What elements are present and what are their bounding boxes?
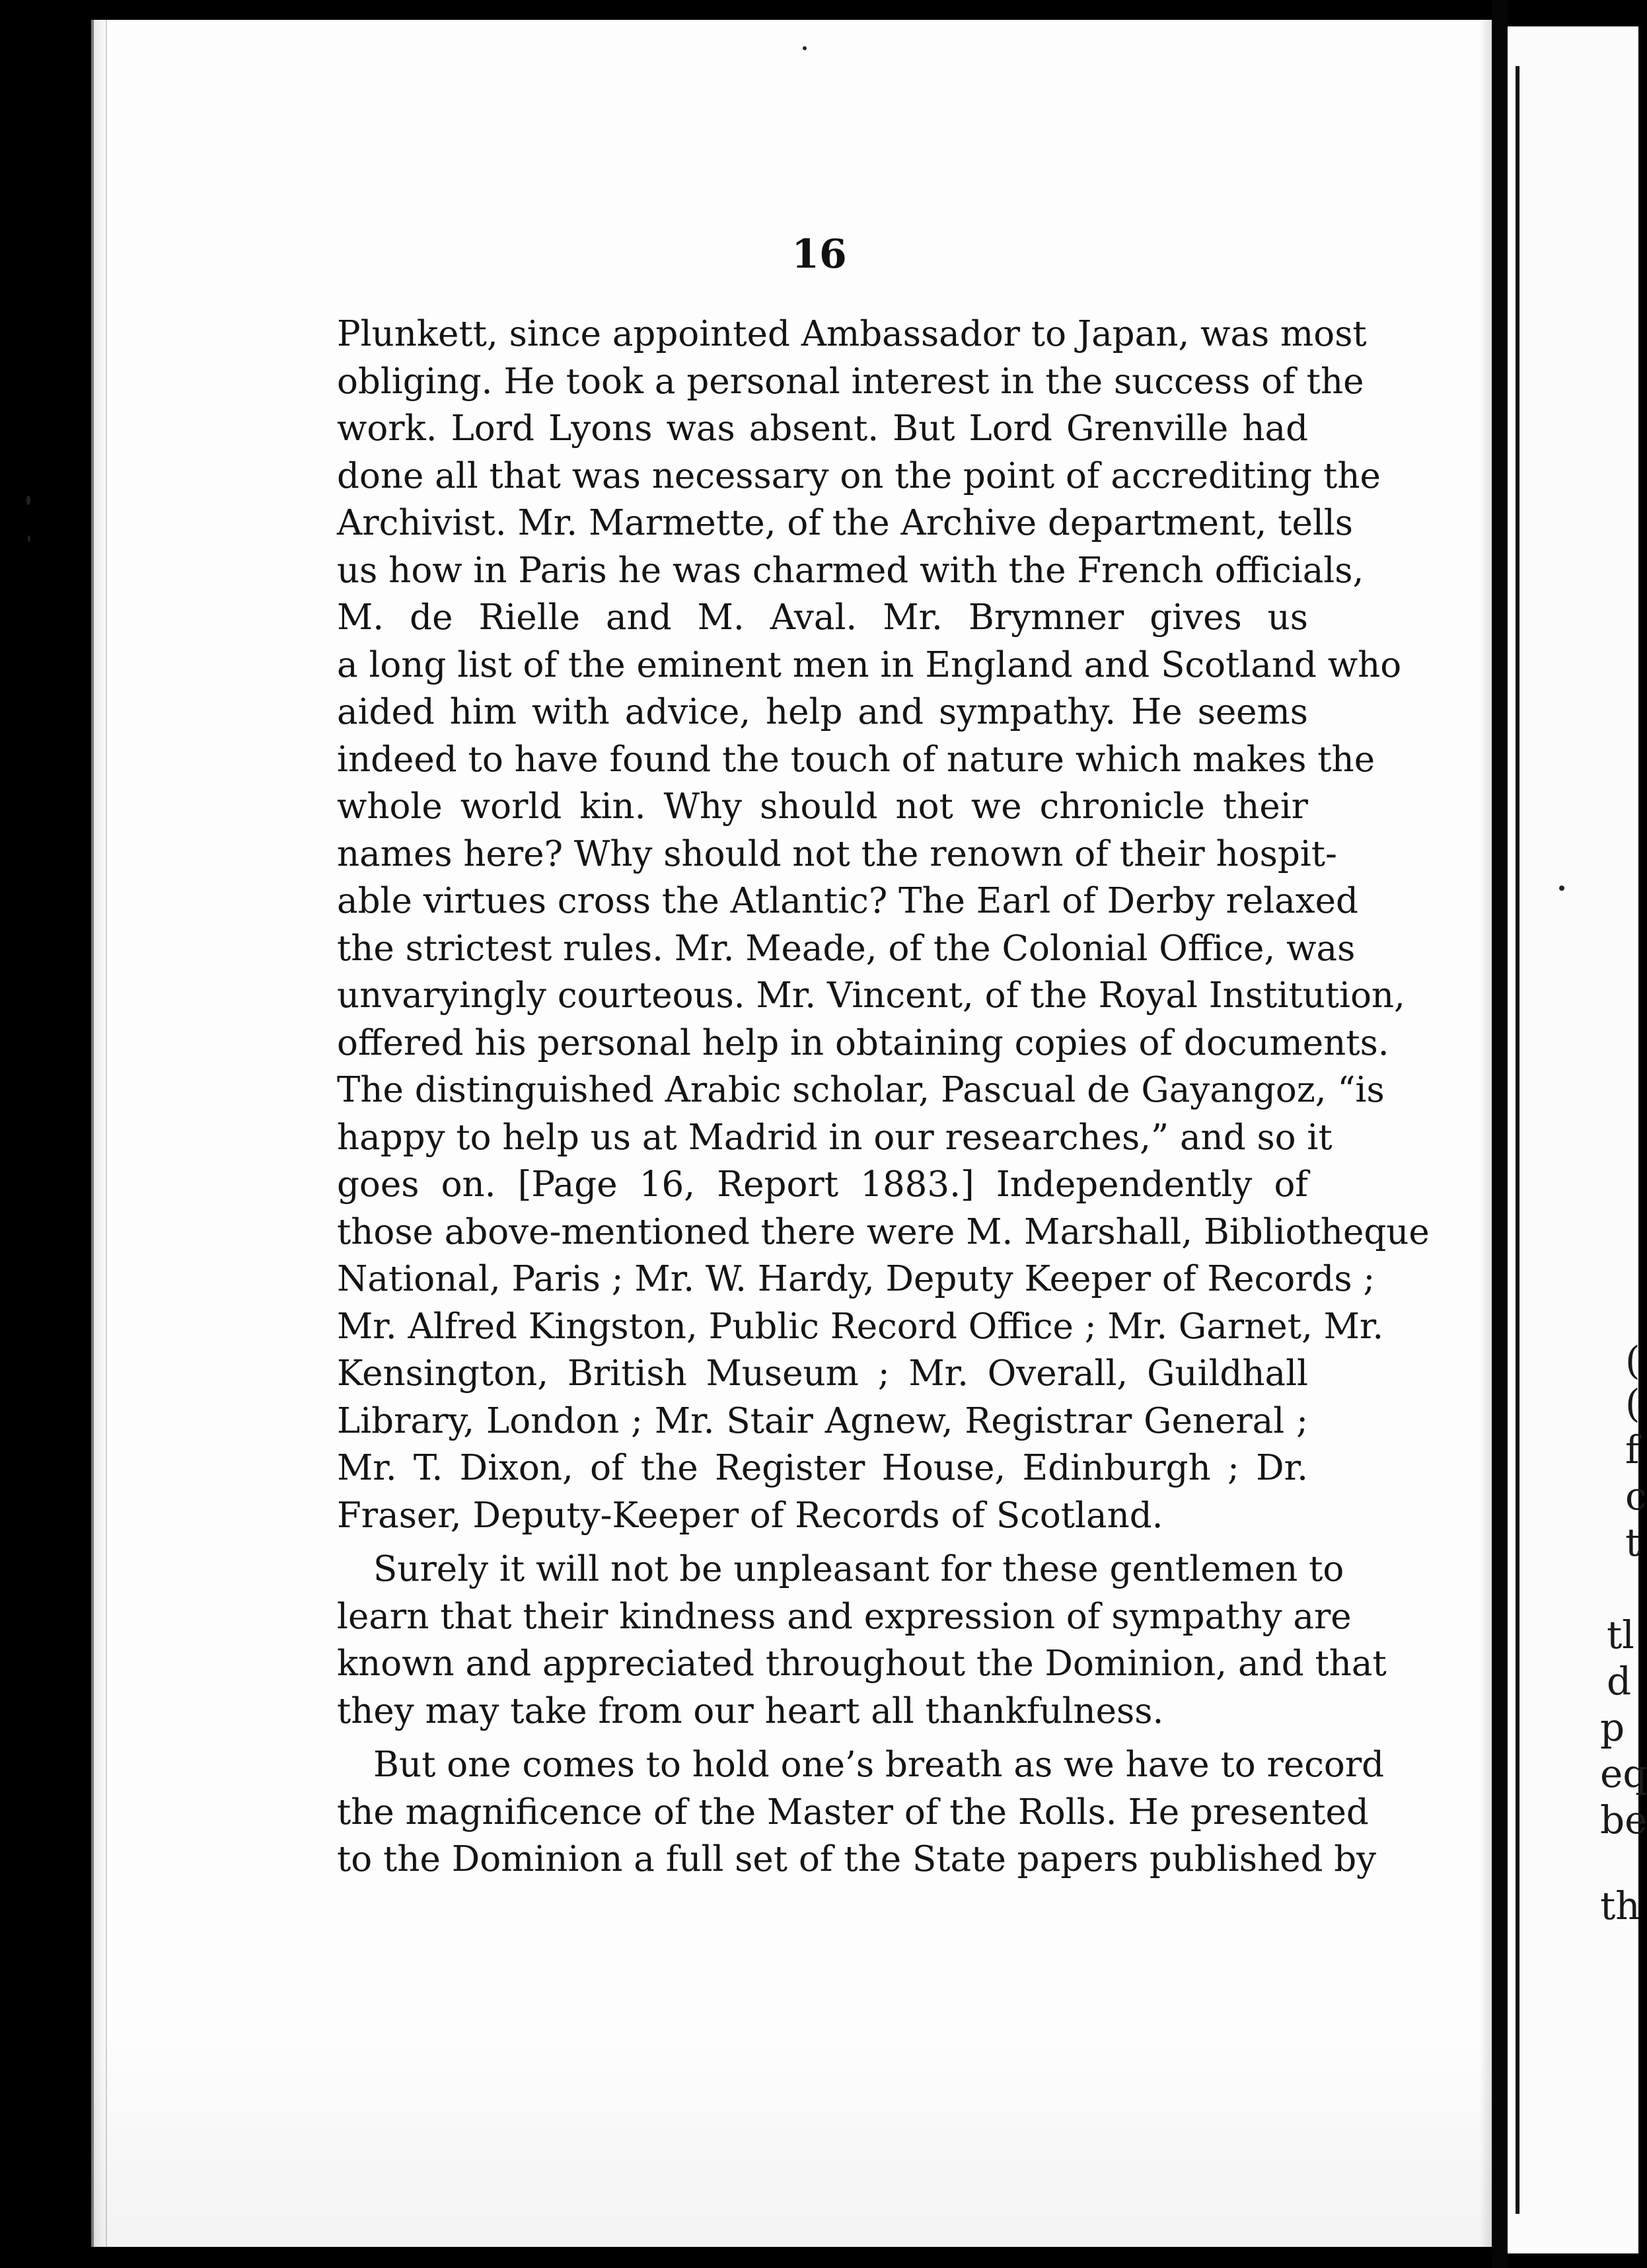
text-line: Mr. Alfred Kingston, Public Record Office ; Mr. Garnet, Mr.	[337, 1306, 1384, 1347]
text-line: work. Lord Lyons was absent. But Lord Grenville had	[337, 408, 1308, 449]
facing-page-fragment: c	[1625, 1474, 1647, 1519]
facing-page-fragment: (	[1625, 1338, 1640, 1383]
text-line: The distinguished Arabic scholar, Pascual de Gayangoz, “is	[337, 1070, 1385, 1110]
text-line: But one comes to hold one’s breath as we have to record	[373, 1745, 1385, 1785]
facing-page-fragment: t	[1625, 1520, 1641, 1565]
text-line: a long list of the eminent men in England and Scotland who	[337, 644, 1402, 685]
facing-page-fragment: tl	[1607, 1612, 1634, 1657]
facing-page-fragment: th	[1600, 1883, 1640, 1928]
text-line: Library, London ; Mr. Stair Agnew, Registrar General ;	[337, 1400, 1308, 1441]
text-line: happy to help us at Madrid in our researches,” and so it	[337, 1117, 1333, 1158]
page-shading	[94, 2035, 1494, 2247]
scan-speck	[26, 496, 30, 505]
text-line: aided him with advice, help and sympathy. He seems	[337, 692, 1308, 732]
text-line: names here? Why should not the renown of their hospit-	[337, 833, 1337, 874]
text-line: able virtues cross the Atlantic? The Earl of Derby relaxed	[337, 881, 1358, 921]
text-line: Surely it will not be unpleasant for these gentlemen to	[373, 1549, 1344, 1589]
page-edge	[94, 20, 107, 2247]
text-line: M. de Rielle and M. Aval. Mr. Brymner gives us	[337, 597, 1308, 638]
facing-page-fragment: be	[1600, 1797, 1647, 1842]
text-line: to the Dominion a full set of the State papers published by	[337, 1839, 1377, 1879]
facing-page-fragment: p	[1600, 1705, 1625, 1750]
text-line: Mr. T. Dixon, of the Register House, Edinburgh ; Dr.	[337, 1448, 1308, 1488]
text-line: Kensington, British Museum ; Mr. Overall, Guildhall	[337, 1353, 1308, 1394]
text-line: those above-mentioned there were M. Marshall, Bibliotheque	[337, 1211, 1430, 1252]
text-line: known and appreciated throughout the Dominion, and that	[337, 1644, 1387, 1684]
text-line: learn that their kindness and expression of sympathy are	[337, 1596, 1352, 1637]
facing-page-fragment: eq	[1600, 1751, 1647, 1796]
text-line: the magnificence of the Master of the Rolls. He presented	[337, 1792, 1369, 1833]
scan-speck	[1559, 886, 1564, 891]
text-line: they may take from our heart all thankfulness.	[337, 1690, 1164, 1731]
paragraph	[337, 1741, 1385, 1883]
text-line: the strictest rules. Mr. Meade, of the Colonial Office, was	[337, 928, 1356, 969]
text-line: unvaryingly courteous. Mr. Vincent, of the Royal Institution,	[337, 975, 1405, 1016]
facing-page	[1508, 26, 1647, 2253]
text-line: National, Paris ; Mr. W. Hardy, Deputy Keeper of Records ;	[337, 1259, 1375, 1299]
facing-page-edge	[1516, 66, 1519, 2214]
text-line: done all that was necessary on the point of accrediting the	[337, 455, 1381, 496]
scan-speck	[28, 535, 30, 542]
facing-page-fragment: (	[1625, 1381, 1640, 1426]
facing-page-fragment: d	[1607, 1659, 1632, 1704]
text-line: goes on. [Page 16, Report 1883.] Independently of	[337, 1164, 1308, 1205]
scan-speck	[803, 46, 807, 50]
text-line: Fraser, Deputy-Keeper of Records of Scotland.	[337, 1495, 1163, 1536]
body-text	[337, 311, 1430, 1883]
facing-page-fragment: f	[1625, 1427, 1640, 1472]
paragraph-gap	[337, 1539, 1308, 1546]
text-line: us how in Paris he was charmed with the French officials,	[337, 550, 1364, 591]
text-line: Plunkett, since appointed Ambassador to Japan, was most	[337, 314, 1367, 354]
page-number: 16	[791, 231, 847, 278]
paragraph	[337, 311, 1430, 1539]
text-line: Archivist. Mr. Marmette, of the Archive department, tells	[337, 503, 1353, 543]
book-gutter	[1492, 0, 1508, 2268]
text-line: obliging. He took a personal interest in the success of the	[337, 361, 1364, 402]
text-line: whole world kin. Why should not we chronicle their	[337, 786, 1308, 827]
paragraph-gap	[337, 1735, 1308, 1741]
text-line: indeed to have found the touch of nature which makes the	[337, 739, 1375, 780]
paragraph	[337, 1546, 1387, 1735]
text-line: offered his personal help in obtaining copies of documents.	[337, 1022, 1389, 1063]
